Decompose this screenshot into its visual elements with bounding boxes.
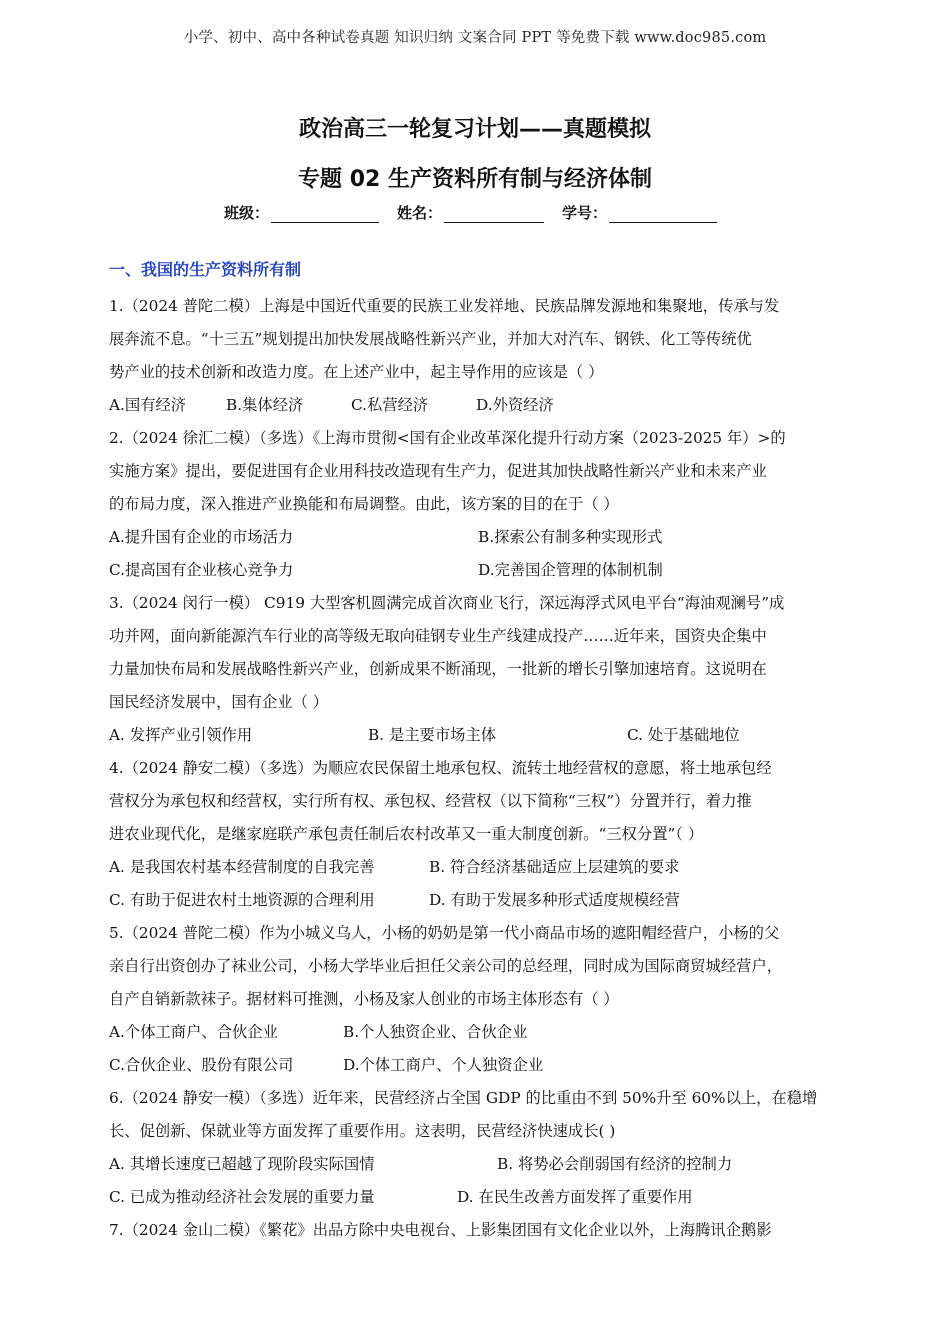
question-7 bbox=[109, 1214, 844, 1247]
question-text-line: 实施方案》提出，要促进国有企业用科技改造现有生产力，促进其加快战略性新兴产业和未来产业 bbox=[109, 462, 767, 480]
option-d: D. 有助于发展多种形式适度规模经营 bbox=[429, 891, 680, 909]
name-blank bbox=[444, 206, 544, 223]
document-title: 政治高三一轮复习计划——真题模拟 bbox=[298, 117, 651, 142]
section-title: 一、我国的生产资料所有制 bbox=[109, 260, 302, 279]
question-text-line: 国民经济发展中，国有企业（ ） bbox=[109, 693, 329, 711]
option-d: D.个体工商户、个人独资企业 bbox=[343, 1056, 544, 1074]
option-c: C. 已成为推动经济社会发展的重要力量 bbox=[109, 1188, 375, 1206]
option-b: B.集体经济 bbox=[226, 396, 304, 414]
class-blank bbox=[271, 206, 379, 223]
option-d: D.完善国企管理的体制机制 bbox=[478, 561, 663, 579]
option-a: A. 是我国农村基本经营制度的自我完善 bbox=[109, 858, 375, 876]
option-c: C.私营经济 bbox=[351, 396, 429, 414]
class-label: 班级： bbox=[224, 204, 270, 222]
question-text-line: 势产业的技术创新和改造力度。在上述产业中，起主导作用的应该是（ ） bbox=[109, 363, 604, 381]
option-b: B. 是主要市场主体 bbox=[368, 726, 497, 744]
page-header: 小学、初中、高中各种试卷真题 知识归纳 文案合同 PPT 等免费下载 www.doc985.com bbox=[183, 30, 767, 46]
option-b: B.个人独资企业、合伙企业 bbox=[343, 1023, 528, 1041]
question-text-line: 力量加快布局和发展战略性新兴产业，创新成果不断涌现，一批新的增长引擎加速培育。这说明在 bbox=[109, 660, 767, 678]
name-label: 姓名： bbox=[397, 204, 443, 222]
option-b: B. 符合经济基础适应上层建筑的要求 bbox=[429, 858, 680, 876]
question-text-line: 7.（2024 金山二模）《繁花》出品方除中央电视台、上影集团国有文化企业以外，上海腾讯企鹅影 bbox=[109, 1221, 772, 1239]
question-text-line: 进农业现代化，是继家庭联产承包责任制后农村改革又一重大制度创新。“三权分置”（ ） bbox=[109, 825, 704, 843]
option-c: C. 处于基础地位 bbox=[627, 726, 740, 744]
question-text-line: 功并网，面向新能源汽车行业的高等级无取向硅钢专业生产线建成投产……近年来，国资央企集中 bbox=[109, 627, 767, 645]
question-3 bbox=[109, 587, 844, 752]
option-a: A.国有经济 bbox=[109, 396, 187, 414]
question-text-line: 自产自销新款袜子。据材料可推测，小杨及家人创业的市场主体形态有（ ） bbox=[109, 990, 619, 1008]
student-info-row bbox=[224, 202, 744, 223]
option-a: A.提升国有企业的市场活力 bbox=[109, 528, 294, 546]
options-row bbox=[109, 521, 844, 554]
option-c: C.合伙企业、股份有限公司 bbox=[109, 1056, 294, 1074]
question-text-line: 6.（2024 静安一模）（多选）近年来，民营经济占全国 GDP 的比重由不到 50%升至 60%以上，在稳增 bbox=[109, 1089, 818, 1107]
question-text-line: 5.（2024 普陀二模）作为小城义乌人，小杨的奶奶是第一代小商品市场的遮阳帽经营户，小杨的父 bbox=[109, 924, 780, 942]
options-row bbox=[109, 884, 844, 917]
option-d: D. 在民生改善方面发挥了重要作用 bbox=[457, 1188, 693, 1206]
document-subtitle: 专题 02 生产资料所有制与经济体制 bbox=[298, 167, 652, 192]
id-label: 学号： bbox=[562, 204, 608, 222]
option-a: A. 其增长速度已超越了现阶段实际国情 bbox=[109, 1155, 375, 1173]
options-row bbox=[109, 1148, 844, 1181]
option-a: A.个体工商户、合伙企业 bbox=[109, 1023, 278, 1041]
options-row bbox=[109, 389, 844, 422]
options-row bbox=[109, 851, 844, 884]
question-text-line: 的布局力度，深入推进产业换能和布局调整。由此，该方案的目的在于（ ） bbox=[109, 495, 619, 513]
id-blank bbox=[609, 206, 717, 223]
question-6 bbox=[109, 1082, 844, 1214]
question-text-line: 1.（2024 普陀二模）上海是中国近代重要的民族工业发祥地、民族品牌发源地和集聚地，传承与发 bbox=[109, 297, 780, 315]
options-row bbox=[109, 1016, 844, 1049]
question-text-line: 展奔流不息。“十三五”规划提出加快发展战略性新兴产业，并加大对汽车、钢铁、化工等传统优 bbox=[109, 330, 752, 348]
options-row bbox=[109, 554, 844, 587]
question-text-line: 营权分为承包权和经营权，实行所有权、承包权、经营权（以下简称“三权”）分置并行，着力推 bbox=[109, 792, 752, 810]
question-4 bbox=[109, 752, 844, 917]
question-1 bbox=[109, 290, 844, 422]
question-text-line: 4.（2024 静安二模）（多选）为顺应农民保留土地承包权、流转土地经营权的意愿，将土地承包经 bbox=[109, 759, 772, 777]
option-c: C.提高国有企业核心竞争力 bbox=[109, 561, 294, 579]
question-5 bbox=[109, 917, 844, 1082]
option-b: B. 将势必会削弱国有经济的控制力 bbox=[497, 1155, 733, 1173]
option-c: C. 有助于促进农村土地资源的合理利用 bbox=[109, 891, 375, 909]
question-text-line: 长、促创新、保就业等方面发挥了重要作用。这表明，民营经济快速成长( ) bbox=[109, 1122, 616, 1140]
options-row bbox=[109, 1181, 844, 1214]
question-text-line: 2.（2024 徐汇二模）（多选）《上海市贯彻<国有企业改革深化提升行动方案（2023-2025 年）>的 bbox=[109, 429, 786, 447]
option-b: B.探索公有制多种实现形式 bbox=[478, 528, 663, 546]
options-row bbox=[109, 1049, 844, 1082]
question-text-line: 亲自行出资创办了袜业公司，小杨大学毕业后担任父亲公司的总经理，同时成为国际商贸城经营户， bbox=[109, 957, 783, 975]
question-text-line: 3.（2024 闵行一模） C919 大型客机圆满完成首次商业飞行，深远海浮式风电平台“海油观澜号”成 bbox=[109, 594, 785, 612]
option-a: A. 发挥产业引领作用 bbox=[109, 726, 253, 744]
question-list bbox=[109, 290, 844, 1247]
options-row bbox=[109, 719, 844, 752]
question-2 bbox=[109, 422, 844, 587]
option-d: D.外资经济 bbox=[476, 396, 554, 414]
